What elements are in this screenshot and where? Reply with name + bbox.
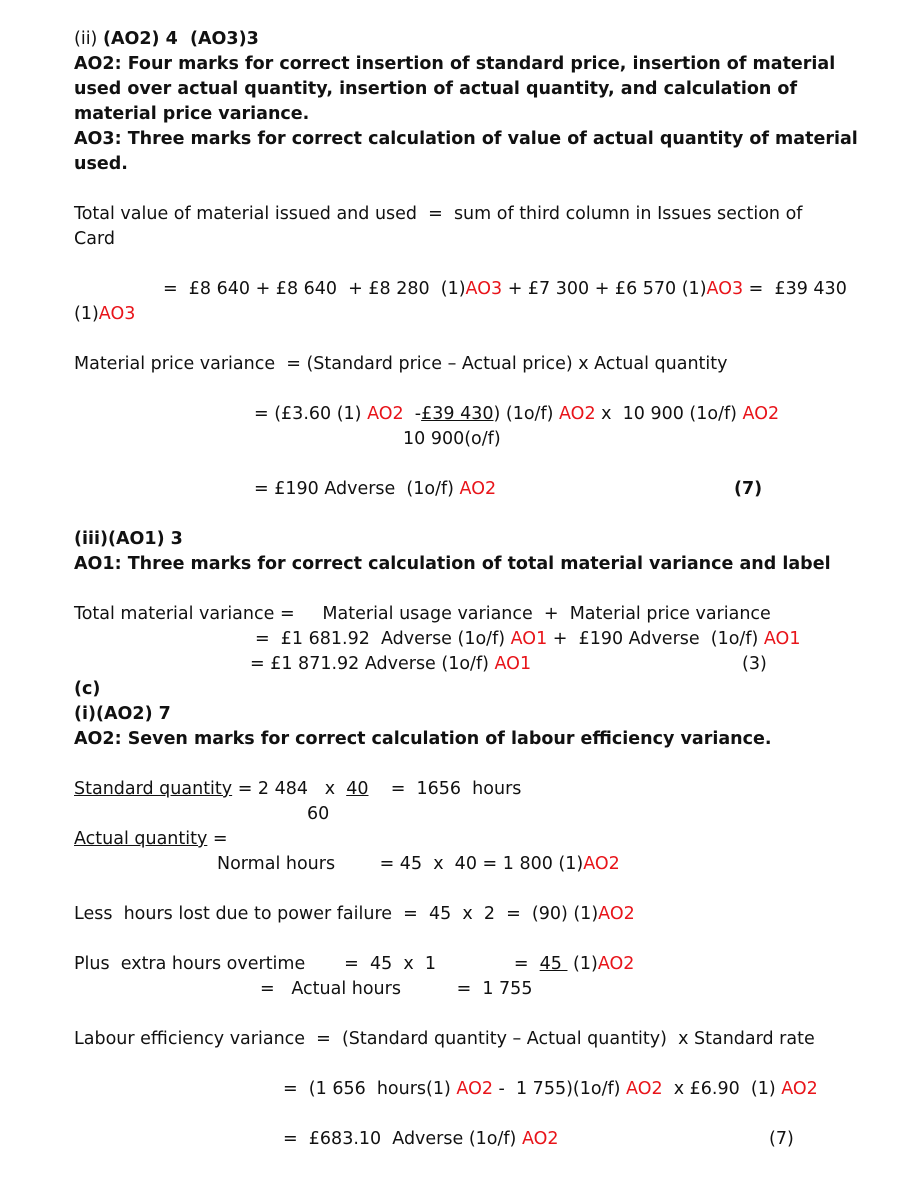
ao2-description-line-2: used over actual quantity, insertion of actual quantity, and calculation of <box>74 79 798 99</box>
mark-code: AO1 <box>510 629 548 649</box>
total-material-variance-result: = £1 871.92 Adverse (1o/f) AO1 <box>250 654 532 674</box>
mark-code: AO2 <box>459 479 497 499</box>
sum-calculation-mark: (1)AO3 <box>74 304 136 324</box>
mark-code: AO3 <box>465 279 503 299</box>
mark-code: AO2 <box>781 1079 818 1099</box>
total-value-line-2: Card <box>74 229 115 249</box>
mark-code: AO2 <box>456 1079 493 1099</box>
mark-code: AO2 <box>521 1129 559 1149</box>
sum-calculation: = £8 640 + £8 640 + £8 280 (1)AO3 + £7 300 + £6 570 (1)AO3 = £39 430 <box>163 279 847 299</box>
actual-hours-line: = Actual hours = 1 755 <box>260 979 533 999</box>
material-price-variance-denominator: 10 900(o/f) <box>403 429 501 449</box>
part-ii-heading: (ii) (AO2) 4 (AO3)3 <box>74 29 259 49</box>
mark-code: AO2 <box>626 1079 663 1099</box>
part-iii-heading: (iii)(AO1) 3 <box>74 529 183 549</box>
total-value-line-1: Total value of material issued and used = sum of third column in Issues section of <box>74 204 803 224</box>
material-price-variance-formula: Material price variance = (Standard price – Actual price) x Actual quantity <box>74 354 728 374</box>
part-c-total-marks: (7) <box>769 1129 794 1149</box>
actual-quantity-label: Actual quantity = <box>74 829 228 849</box>
mark-code: AO2 <box>597 954 635 974</box>
ao2-description-line-3: material price variance. <box>74 104 310 124</box>
mark-code: AO2 <box>367 404 404 424</box>
normal-hours-line: Normal hours = 45 x 40 = 1 800 (1)AO2 <box>217 854 620 874</box>
standard-quantity-line: Standard quantity = 2 484 x 40 = 1656 hours <box>74 779 522 799</box>
material-price-variance-working: = (£3.60 (1) AO2 -£39 430) (1o/f) AO2 x 10 900 (1o/f) AO2 <box>254 404 780 424</box>
mark-code: AO3 <box>98 304 136 324</box>
part-c-label: (c) <box>74 679 101 699</box>
ao2-description-line-1: AO2: Four marks for correct insertion of standard price, insertion of material <box>74 54 836 74</box>
part-iii-total-marks: (3) <box>742 654 767 674</box>
mark-code: AO3 <box>706 279 744 299</box>
mark-code: AO2 <box>583 854 620 874</box>
material-price-variance-result: = £190 Adverse (1o/f) AO2 <box>254 479 497 499</box>
total-material-variance-working: = £1 681.92 Adverse (1o/f) AO1 + £190 Adverse (1o/f) AO1 <box>255 629 801 649</box>
labour-efficiency-variance-formula: Labour efficiency variance = (Standard quantity – Actual quantity) x Standard rate <box>74 1029 815 1049</box>
part-c-description: AO2: Seven marks for correct calculation of labour efficiency variance. <box>74 729 772 749</box>
standard-quantity-denominator: 60 <box>307 804 330 824</box>
total-material-variance-formula: Total material variance = Material usage variance + Material price variance <box>74 604 771 624</box>
plus-overtime-line: Plus extra hours overtime = 45 x 1 = 45 (1)AO2 <box>74 954 635 974</box>
mark-code: AO1 <box>763 629 801 649</box>
ao3-description-line-2: used. <box>74 154 128 174</box>
less-hours-line: Less hours lost due to power failure = 45 x 2 = (90) (1)AO2 <box>74 904 635 924</box>
mark-code: AO2 <box>559 404 596 424</box>
part-iii-description: AO1: Three marks for correct calculation of total material variance and label <box>74 554 831 574</box>
mark-code: AO2 <box>742 404 780 424</box>
labour-efficiency-variance-working: = (1 656 hours(1) AO2 - 1 755)(1o/f) AO2 x £6.90 (1) AO2 <box>283 1079 818 1099</box>
part-ii-total-marks: (7) <box>734 479 763 499</box>
ao3-description-line-1: AO3: Three marks for correct calculation of value of actual quantity of material <box>74 129 858 149</box>
part-c-i-heading: (i)(AO2) 7 <box>74 704 171 724</box>
mark-code: AO1 <box>494 654 532 674</box>
mark-code: AO2 <box>598 904 635 924</box>
labour-efficiency-variance-result: = £683.10 Adverse (1o/f) AO2 <box>283 1129 559 1149</box>
